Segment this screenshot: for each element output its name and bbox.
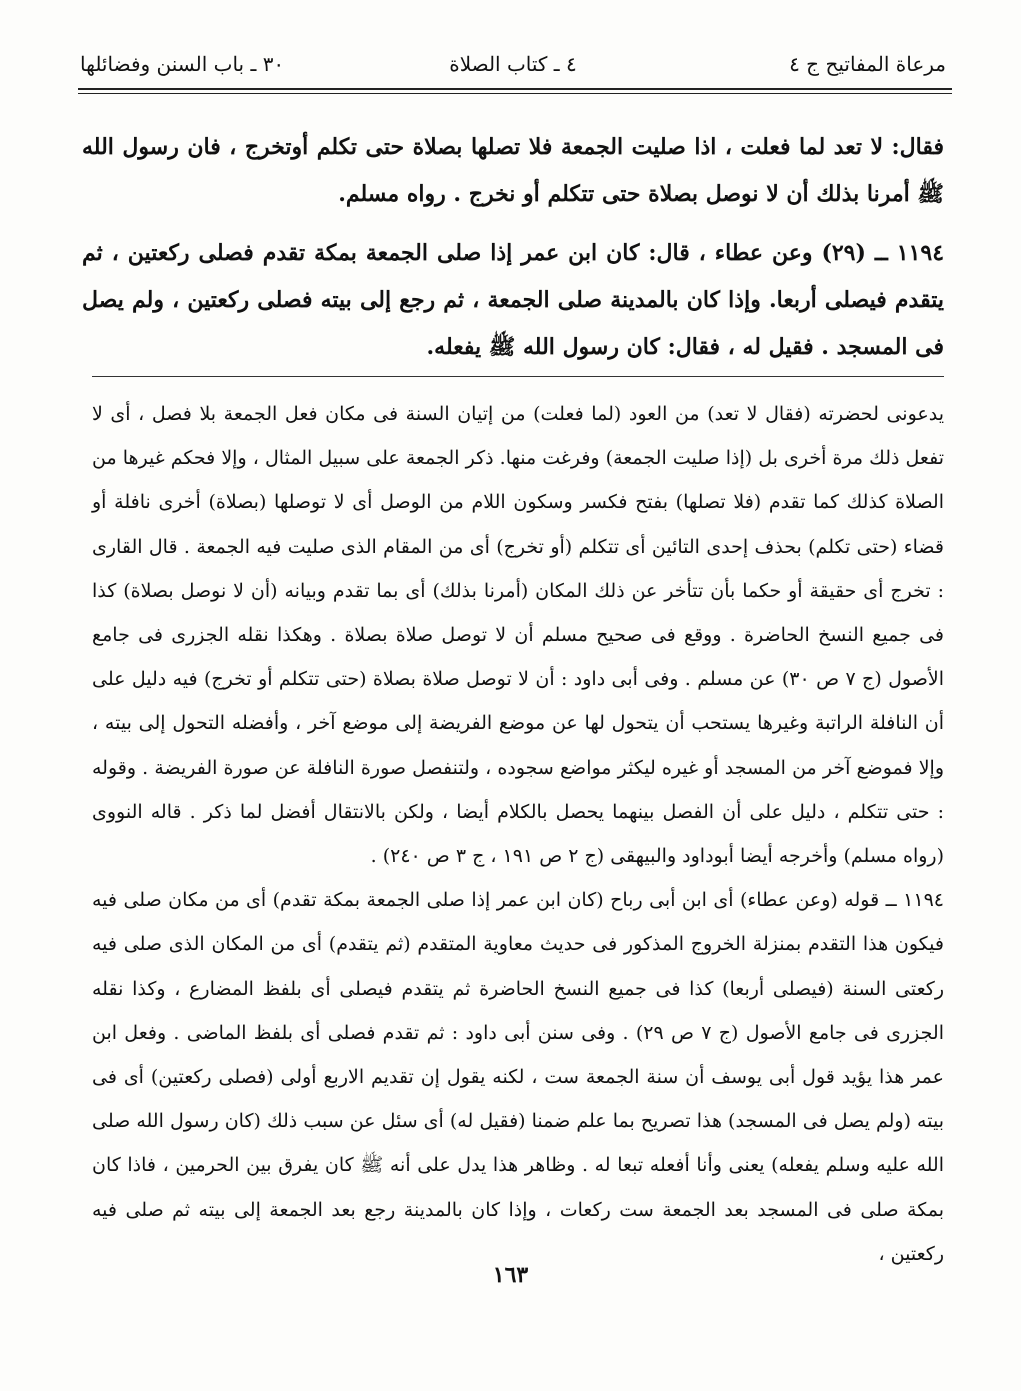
header-kitab: ٤ ـ كتاب الصلاة bbox=[449, 52, 577, 76]
header-rule-thick bbox=[78, 88, 952, 90]
running-header bbox=[80, 52, 946, 88]
commentary-paragraph-2: ١١٩٤ ــ قوله (وعن عطاء) أى ابن أبى رباح (كان ابن عمر إذا صلى الجمعة بمكة تقدم) أى من مكان صلى فيه فيكون هذا التقدم بمنزلة الخروج المذكور فى حديث معاوية المتقدم (ثم يتقدم) أى من المكان الذى صلى فيه ركعتى السنة (فيصلى أربعا) كذا فى جميع النسخ الحاضرة ثم يتقدم فيصلى أى بلفظ المضارع ، وكذا نقله الجزرى فى جامع الأصول (ج ٧ ص ٢٩) . وفى سنن أبى داود : ثم تقدم فصلى أى بلفظ الماضى . وفعل ابن عمر هذا يؤيد قول أبى يوسف أن سنة الجمعة ست ، لكنه يقول إن تقديم الاربع أولى (فصلى ركعتين) أى فى بيته (ولم يصل فى المسجد) هذا تصريح بما علم ضمنا (فقيل له) أى سئل عن سبب ذلك (كان رسول الله صلى الله عليه وسلم يفعله) يعنى وأنا أفعله تبعا له . وظاهر هذا يدل على أنه ﷺ كان يفرق بين الحرمين ، فاذا كان بمكة صلى فى المسجد بعد الجمعة ست ركعات ، وإذا كان بالمدينة رجع بعد الجمعة إلى بيته ثم صلى فيه ركعتين ، bbox=[92, 889, 944, 1265]
hadith-text-first: فقال: لا تعد لما فعلت ، اذا صليت الجمعة فلا تصلها بصلاة حتى تكلم أوتخرج ، فان رسول الله ﷺ أمرنا بذلك أن لا نوصل بصلاة حتى تتكلم أو نخرج . رواه مسلم. bbox=[82, 134, 944, 207]
commentary-paragraph-1: يدعونى لحضرته (فقال لا تعد) من العود (لما فعلت) من إتيان السنة فى مكان فعل الجمعة بلا فصل ، أى لا تفعل ذلك مرة أخرى بل (إذا صليت الجمعة) وفرغت منها. ذكر الجمعة على سبيل المثال ، وإلا فحكم غيرها من الصلاة كذلك كما تقدم (فلا تصلها) بفتح فكسر وسكون اللام من الوصل أى لا توصلها (بصلاة) أخرى نافلة أو قضاء (حتى تكلم) بحذف إحدى التائين أى تتكلم (أو تخرج) أى من المقام الذى صليت فيه الجمعة . قال القارى : تخرج أى حقيقة أو حكما بأن تتأخر عن ذلك المكان (أمرنا بذلك) أى بما تقدم وبيانه (أن لا نوصل بصلاة) كذا فى جميع النسخ الحاضرة . ووقع فى صحيح مسلم أن لا توصل صلاة بصلاة . وهكذا نقله الجزرى فى جامع الأصول (ج ٧ ص ٣٠) عن مسلم . وفى أبى داود : أن لا توصل صلاة بصلاة (حتى تتكلم أو تخرج) فيه دليل على أن النافلة الراتبة وغيرها يستحب أن يتحول لها عن موضع الفريضة إلى موضع آخر ، وأفضله التحول إلى بيته ، وإلا فموضع آخر من المسجد أو غيره ليكثر مواضع سجوده ، ولتنفصل صورة النافلة عن صورة الفريضة . وقوله : حتى تتكلم ، دليل على أن الفصل بينهما يحصل بالكلام أيضا ، ولكن بالانتقال أفضل لما ذكر . قاله النووى (رواه مسلم) وأخرجه أيضا أبوداود والبيهقى (ج ٢ ص ١٩١ ، ج ٣ ص ٢٤٠) . bbox=[92, 403, 944, 868]
page-number: ١٦٣ bbox=[492, 1262, 529, 1288]
header-bab: ٣٠ ـ باب السنن وفضائلها bbox=[80, 52, 285, 76]
section-divider bbox=[92, 376, 944, 377]
commentary-body bbox=[92, 392, 944, 1276]
hadith-text-second: ١١٩٤ ــ (٢٩) وعن عطاء ، قال: كان ابن عمر إذا صلى الجمعة بمكة تقدم فصلى ركعتين ، ثم يتقدم فيصلى أربعا. وإذا كان بالمدينة صلى الجمعة ، ثم رجع إلى بيته فصلى ركعتين ، ولم يصل فى المسجد . فقيل له ، فقال: كان رسول الله ﷺ يفعله. bbox=[82, 240, 945, 360]
header-rule-thin bbox=[78, 93, 952, 94]
header-book-title: مرعاة المفاتيح ج ٤ bbox=[789, 52, 946, 76]
